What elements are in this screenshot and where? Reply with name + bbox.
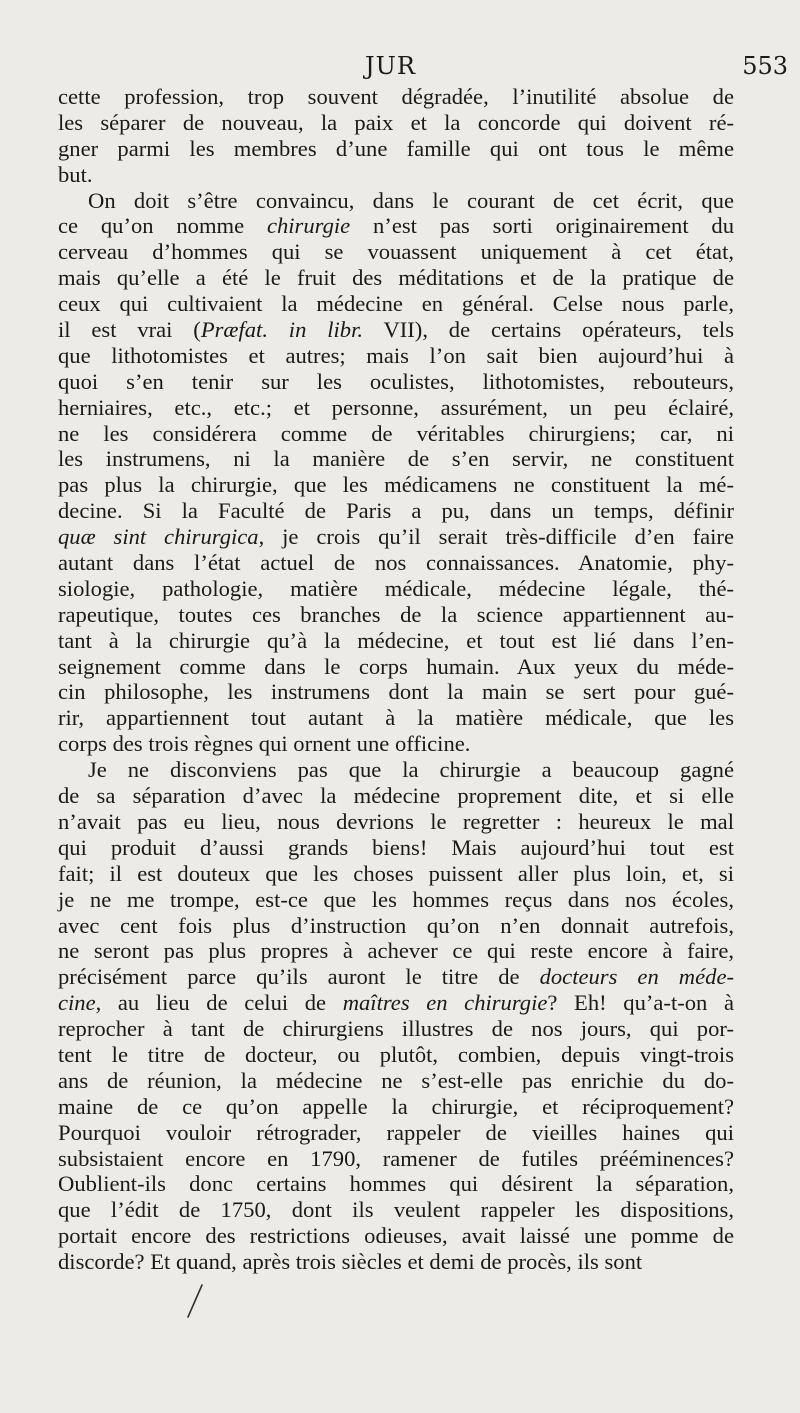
text-segment: Oublient-ils donc certains hommes qui désirent la séparation,: [58, 1171, 734, 1197]
text-line: [58, 835, 734, 861]
text-segment: précisément parce qu’ils auront le titre de: [58, 964, 540, 990]
text-segment: ans de réunion, la médecine ne s’est-elle pas enrichie du do-: [58, 1067, 734, 1093]
text-segment: rapeutique, toutes ces branches de la science appartiennent au-: [58, 601, 734, 627]
text-line: [58, 188, 734, 214]
text-line: [58, 628, 734, 654]
text-line: [58, 757, 734, 783]
text-segment: cin philosophe, les instrumens dont la main se sert pour gué-: [58, 679, 734, 705]
text-line: [58, 524, 734, 550]
text-segment: fait; il est douteux que les choses puissent aller plus loin, et, si: [58, 860, 734, 886]
paragraph: [58, 757, 734, 1275]
text-segment: de sa séparation d’avec la médecine proprement dite, et si elle: [58, 783, 734, 809]
text-segment: n’avait pas eu lieu, nous devrions le regretter : heureux le mal: [58, 808, 734, 834]
text-line: [58, 446, 734, 472]
text-segment: tent le titre de docteur, ou plutôt, combien, depuis vingt-trois: [58, 1041, 734, 1067]
running-head: [0, 52, 800, 86]
text-line: [58, 964, 734, 990]
text-segment: ce qu’on nomme: [58, 213, 267, 239]
text-line: [58, 1094, 734, 1120]
text-segment: cette profession, trop souvent dégradée, l’inutilité absolue de: [58, 84, 734, 109]
italic-text: quæ sint chirurgica: [58, 524, 259, 550]
running-head-title: JUR: [365, 52, 416, 80]
text-line: [58, 265, 734, 291]
text-line: [58, 990, 734, 1016]
text-line: [58, 654, 734, 680]
paragraph: [58, 84, 734, 188]
text-segment: rir, appartiennent tout autant à la matière médicale, que les: [58, 705, 734, 731]
text-line: [58, 1068, 734, 1094]
text-segment: n’est pas sorti originairement du: [350, 213, 735, 239]
text-line: [58, 1249, 734, 1275]
text-line: [58, 938, 734, 964]
text-line: [58, 679, 734, 705]
text-segment: il est vrai (: [58, 317, 201, 343]
text-segment: les séparer de nouveau, la paix et la concorde qui doivent ré-: [58, 109, 734, 135]
text-line: [58, 136, 734, 162]
text-segment: autant dans l’état actuel de nos connaissances. Anatomie, phy-: [58, 550, 734, 576]
text-segment: mais qu’elle a été le fruit des méditations et de la pratique de: [58, 265, 734, 291]
text-line: [58, 162, 734, 188]
text-line: [58, 421, 734, 447]
text-segment: subsistaient encore en 1790, ramener de futiles prééminences?: [58, 1145, 734, 1171]
text-line: [58, 498, 734, 524]
italic-text: maîtres en chirurgie: [342, 990, 548, 1016]
text-segment: VII), de certains opérateurs, tels: [363, 317, 735, 343]
text-segment: On doit s’être convaincu, dans le courant de cet écrit, que: [88, 187, 734, 213]
text-segment: , je crois qu’il serait très-difficile d’en faire: [258, 524, 734, 550]
text-segment: discorde? Et quand, après trois siècles et demi de procès, ils sont: [58, 1249, 643, 1275]
text-segment: ne seront pas plus propres à achever ce qui reste encore à faire,: [58, 938, 734, 964]
text-segment: je ne me trompe, est-ce que les hommes reçus dans nos écoles,: [58, 886, 734, 912]
text-segment: que lithotomistes et autres; mais l’on sait bien aujourd’hui à: [58, 342, 734, 368]
pen-stroke-mark: [185, 1283, 205, 1319]
text-line: [58, 317, 734, 343]
text-segment: ne les considérera comme de véritables chirurgiens; car, ni: [58, 420, 734, 446]
italic-text: cine: [58, 990, 96, 1016]
text-line: [58, 731, 734, 757]
text-line: [58, 1146, 734, 1172]
text-segment: ceux qui cultivaient la médecine en général. Celse nous parle,: [58, 291, 734, 317]
text-line: [58, 1197, 734, 1223]
text-segment: que l’édit de 1750, dont ils veulent rappeler les dispositions,: [58, 1197, 734, 1223]
text-line: [58, 913, 734, 939]
text-segment: Je ne disconviens pas que la chirurgie a beaucoup gagné: [88, 757, 734, 783]
text-segment: qui produit d’aussi grands biens! Mais aujourd’hui tout est: [58, 834, 734, 860]
text-segment: gner parmi les membres d’une famille qui ont tous le même: [58, 135, 734, 161]
text-line: [58, 1042, 734, 1068]
text-line: [58, 343, 734, 369]
text-line: [58, 213, 734, 239]
text-segment: avec cent fois plus d’instruction qu’on n’en donnait autrefois,: [58, 912, 734, 938]
text-segment: siologie, pathologie, matière médicale, médecine légale, thé-: [58, 575, 734, 601]
body-text: [58, 84, 734, 1275]
text-segment: decine. Si la Faculté de Paris a pu, dans un temps, définir: [58, 498, 734, 524]
text-segment: pas plus la chirurgie, que les médicamens ne constituent la mé-: [58, 472, 734, 498]
text-line: [58, 1120, 734, 1146]
text-line: [58, 110, 734, 136]
text-segment: les instrumens, ni la manière de s’en servir, ne constituent: [58, 446, 734, 472]
text-line: [58, 395, 734, 421]
text-segment: ? Eh! qu’a-t-on à: [547, 990, 734, 1016]
text-segment: seignement comme dans le corps humain. Aux yeux du méde-: [58, 653, 734, 679]
text-line: [58, 550, 734, 576]
text-line: [58, 705, 734, 731]
paragraph: [58, 188, 734, 758]
text-segment: but.: [58, 161, 93, 187]
text-segment: corps des trois règnes qui ornent une officine.: [58, 731, 471, 757]
text-line: [58, 887, 734, 913]
text-line: [58, 369, 734, 395]
text-segment: reprocher à tant de chirurgiens illustres de nos jours, qui por-: [58, 1016, 734, 1042]
italic-text: Præfat. in libr.: [200, 317, 364, 343]
text-segment: quoi s’en tenir sur les oculistes, lithotomistes, rebouteurs,: [58, 368, 734, 394]
text-segment: portait encore des restrictions odieuses, avait laissé une pomme de: [58, 1223, 734, 1249]
text-segment: cerveau d’hommes qui se vouassent uniquement à cet état,: [58, 239, 734, 265]
text-line: [58, 576, 734, 602]
text-line: [58, 291, 734, 317]
text-line: [58, 602, 734, 628]
page-number: 553: [742, 52, 788, 80]
text-segment: maine de ce qu’on appelle la chirurgie, et réciproquement?: [58, 1093, 734, 1119]
text-line: [58, 783, 734, 809]
text-line: [58, 1223, 734, 1249]
text-segment: herniaires, etc., etc.; et personne, assurément, un peu éclairé,: [58, 394, 734, 420]
text-line: [58, 84, 734, 110]
text-line: [58, 861, 734, 887]
text-line: [58, 472, 734, 498]
text-line: [58, 1016, 734, 1042]
text-segment: , au lieu de celui de: [95, 990, 343, 1016]
italic-text: chirurgie: [266, 213, 351, 239]
text-segment: Pourquoi vouloir rétrograder, rappeler de vieilles haines qui: [58, 1119, 734, 1145]
text-line: [58, 239, 734, 265]
italic-text: docteurs en méde-: [539, 964, 734, 990]
text-line: [58, 1171, 734, 1197]
text-segment: tant à la chirurgie qu’à la médecine, et tout est lié dans l’en-: [58, 627, 734, 653]
text-line: [58, 809, 734, 835]
